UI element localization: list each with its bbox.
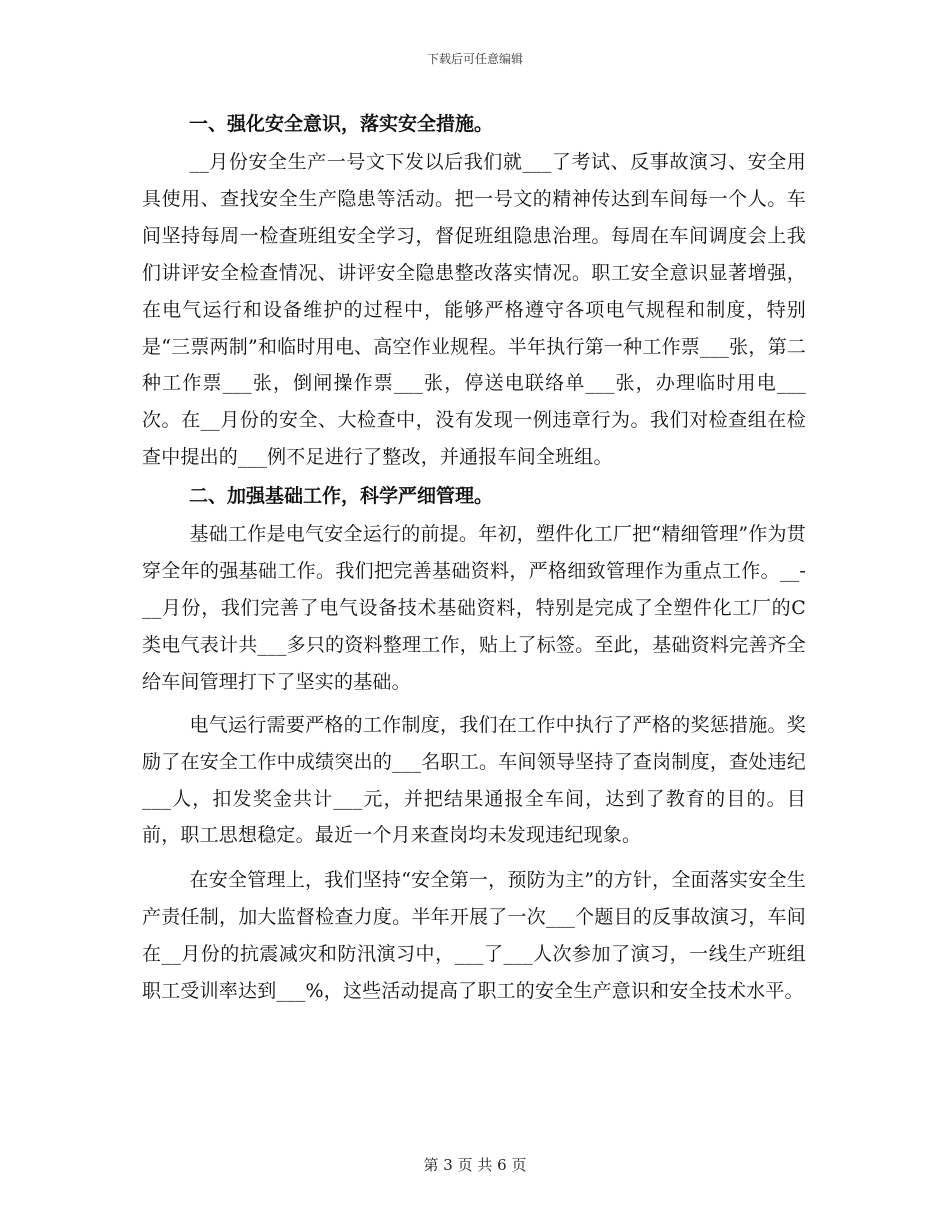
paragraph: 基础工作是电气安全运行的前提。年初，塑件化工厂把“精细管理”作为贯穿全年的强基础工作。我们把完善基础资料，严格细致管理作为重点工作。__-__月份，我们完善了电气设备技术基础资料，特别是完成了全塑件化工厂的C类电气表计共___多只的资料整理工作，贴上了标签。至此，基础资料完善齐全给车间管理打下了坚实的基础。: [142, 523, 806, 693]
page-footer: 第 3 页 共 6 页: [423, 1156, 527, 1174]
page-header: 下载后可任意编辑: [426, 52, 523, 66]
section-heading-2: 二、加强基础工作，科学严细管理。: [189, 485, 494, 508]
paragraph: 在安全管理上，我们坚持“安全第一，预防为主”的方针，全面落实安全生产责任制，加大监督检查力度。半年开展了一次___个题目的反事故演习，车间在__月份的抗震减灾和防汛演习中，___了___人次参加了演习，一线生产班组职工受训率达到___%，这些活动提高了职工的安全生产意识和安全技术水平。: [142, 869, 806, 1003]
document-body: [142, 104, 806, 1010]
paragraph: __月份安全生产一号文下发以后我们就___了考试、反事故演习、安全用具使用、查找安全生产隐患等活动。把一号文的精神传达到车间每一个人。车间坚持每周一检查班组安全学习，督促班组隐患治理。每周在车间调度会上我们讲评安全检查情况、讲评安全隐患整改落实情况。职工安全意识显著增强，在电气运行和设备维护的过程中，能够严格遵守各项电气规程和制度，特别是“三票两制”和临时用电、高空作业规程。半年执行第一种工作票___张，第二种工作票___张，倒闸操作票___张，停送电联络单___张，办理临时用电___次。在__月份的安全、大检查中，没有发现一例违章行为。我们对检查组在检查中提出的___例不足进行了整改，并通报车间全班组。: [142, 151, 806, 469]
paragraph: 电气运行需要严格的工作制度，我们在工作中执行了严格的奖惩措施。奖励了在安全工作中成绩突出的___名职工。车间领导坚持了查岗制度，查处违纪___人，扣发奖金共计___元，并把结果通报全车间，达到了教育的目的。目前，职工思想稳定。最近一个月来查岗均未发现违纪现象。: [142, 713, 806, 847]
section-heading-1: 一、强化安全意识，落实安全措施。: [189, 113, 494, 135]
